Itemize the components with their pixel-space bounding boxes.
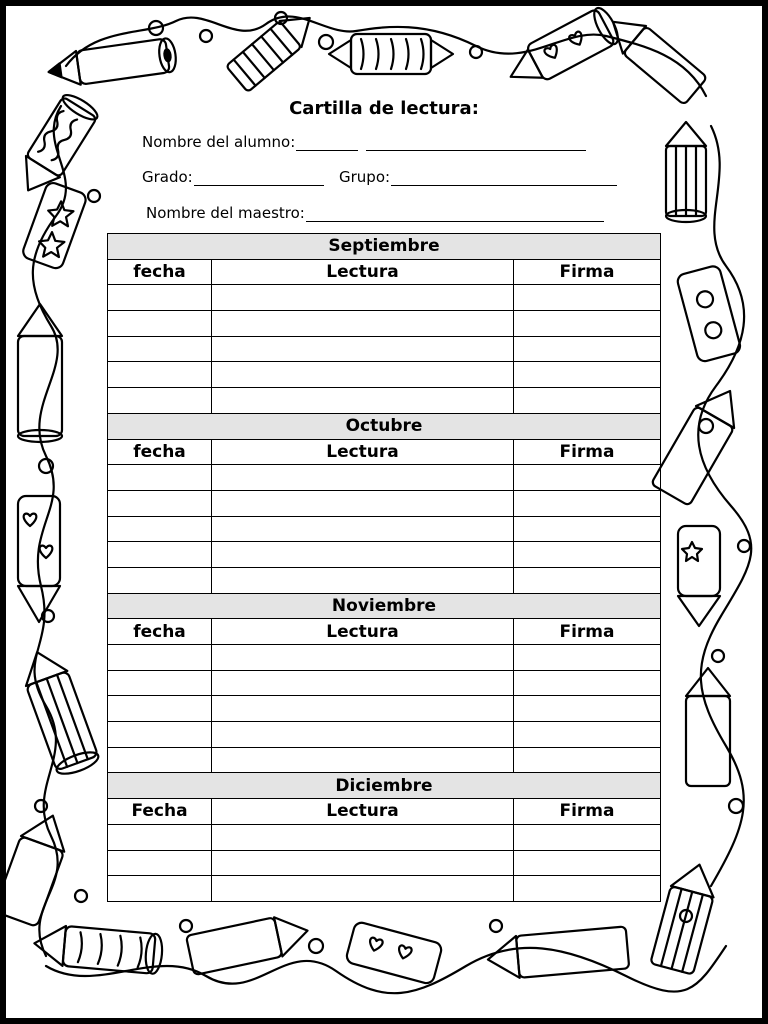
signature-cell[interactable] xyxy=(514,747,661,773)
reading-cell[interactable] xyxy=(212,645,514,671)
signature-column-header: Firma xyxy=(514,619,661,645)
signature-column-header: Firma xyxy=(514,439,661,465)
date-cell[interactable] xyxy=(108,362,212,388)
date-cell[interactable] xyxy=(108,516,212,542)
table-row xyxy=(108,850,661,876)
column-header-row xyxy=(108,619,661,645)
signature-cell[interactable] xyxy=(514,542,661,568)
worksheet-title: Cartilla de lectura: xyxy=(289,98,479,119)
reading-cell[interactable] xyxy=(212,696,514,722)
table-row xyxy=(108,542,661,568)
signature-cell[interactable] xyxy=(514,824,661,850)
table-row xyxy=(108,645,661,671)
table-row xyxy=(108,824,661,850)
date-cell[interactable] xyxy=(108,824,212,850)
group-line[interactable] xyxy=(391,170,617,186)
table-row xyxy=(108,567,661,593)
table-row xyxy=(108,876,661,902)
date-column-header: Fecha xyxy=(108,799,212,825)
signature-cell[interactable] xyxy=(514,567,661,593)
date-cell[interactable] xyxy=(108,645,212,671)
signature-cell[interactable] xyxy=(514,696,661,722)
signature-cell[interactable] xyxy=(514,516,661,542)
table-row xyxy=(108,285,661,311)
group-field[interactable] xyxy=(339,166,617,186)
signature-cell[interactable] xyxy=(514,362,661,388)
table-row xyxy=(108,388,661,414)
reading-cell[interactable] xyxy=(212,516,514,542)
reading-cell[interactable] xyxy=(212,567,514,593)
grade-field[interactable] xyxy=(142,166,324,186)
date-cell[interactable] xyxy=(108,670,212,696)
signature-cell[interactable] xyxy=(514,722,661,748)
signature-cell[interactable] xyxy=(514,670,661,696)
teacher-name-label: Nombre del maestro: xyxy=(146,204,305,222)
student-name-field[interactable] xyxy=(142,131,586,151)
reading-cell[interactable] xyxy=(212,850,514,876)
student-name-line[interactable] xyxy=(296,135,358,151)
reading-cell[interactable] xyxy=(212,285,514,311)
month-label: Diciembre xyxy=(108,773,661,799)
table-row xyxy=(108,336,661,362)
month-label: Septiembre xyxy=(108,234,661,260)
grade-label: Grado: xyxy=(142,168,193,186)
date-cell[interactable] xyxy=(108,490,212,516)
signature-cell[interactable] xyxy=(514,336,661,362)
reading-column-header: Lectura xyxy=(212,619,514,645)
table-row xyxy=(108,516,661,542)
table-row xyxy=(108,490,661,516)
teacher-name-field[interactable] xyxy=(146,202,604,222)
reading-cell[interactable] xyxy=(212,670,514,696)
reading-cell[interactable] xyxy=(212,465,514,491)
month-header-row xyxy=(108,773,661,799)
signature-cell[interactable] xyxy=(514,465,661,491)
signature-cell[interactable] xyxy=(514,311,661,337)
reading-cell[interactable] xyxy=(212,336,514,362)
date-column-header: fecha xyxy=(108,439,212,465)
column-header-row xyxy=(108,259,661,285)
month-header-row xyxy=(108,413,661,439)
table-row xyxy=(108,722,661,748)
signature-column-header: Firma xyxy=(514,259,661,285)
table-row xyxy=(108,747,661,773)
reading-cell[interactable] xyxy=(212,490,514,516)
reading-log-table xyxy=(107,233,661,902)
teacher-name-line[interactable] xyxy=(306,206,604,222)
reading-cell[interactable] xyxy=(212,747,514,773)
month-header-row xyxy=(108,593,661,619)
date-cell[interactable] xyxy=(108,285,212,311)
signature-cell[interactable] xyxy=(514,876,661,902)
column-header-row xyxy=(108,799,661,825)
date-cell[interactable] xyxy=(108,876,212,902)
signature-cell[interactable] xyxy=(514,850,661,876)
month-header-row xyxy=(108,234,661,260)
reading-cell[interactable] xyxy=(212,722,514,748)
reading-cell[interactable] xyxy=(212,542,514,568)
date-cell[interactable] xyxy=(108,696,212,722)
date-cell[interactable] xyxy=(108,542,212,568)
date-cell[interactable] xyxy=(108,722,212,748)
table-row xyxy=(108,465,661,491)
column-header-row xyxy=(108,439,661,465)
signature-cell[interactable] xyxy=(514,645,661,671)
date-cell[interactable] xyxy=(108,747,212,773)
table-row xyxy=(108,311,661,337)
table-row xyxy=(108,670,661,696)
grade-line[interactable] xyxy=(194,170,324,186)
date-cell[interactable] xyxy=(108,567,212,593)
date-cell[interactable] xyxy=(108,311,212,337)
student-name-label: Nombre del alumno: xyxy=(142,133,296,151)
reading-cell[interactable] xyxy=(212,311,514,337)
date-cell[interactable] xyxy=(108,336,212,362)
reading-column-header: Lectura xyxy=(212,799,514,825)
date-column-header: fecha xyxy=(108,619,212,645)
month-label: Octubre xyxy=(108,413,661,439)
reading-cell[interactable] xyxy=(212,388,514,414)
month-label: Noviembre xyxy=(108,593,661,619)
date-cell[interactable] xyxy=(108,388,212,414)
student-name-line-2[interactable] xyxy=(366,135,586,151)
reading-cell[interactable] xyxy=(212,876,514,902)
date-column-header: fecha xyxy=(108,259,212,285)
reading-cell[interactable] xyxy=(212,362,514,388)
group-label: Grupo: xyxy=(339,168,391,186)
table-row xyxy=(108,696,661,722)
date-cell[interactable] xyxy=(108,465,212,491)
signature-cell[interactable] xyxy=(514,490,661,516)
table-row xyxy=(108,362,661,388)
reading-column-header: Lectura xyxy=(212,259,514,285)
reading-column-header: Lectura xyxy=(212,439,514,465)
signature-cell[interactable] xyxy=(514,388,661,414)
reading-cell[interactable] xyxy=(212,824,514,850)
date-cell[interactable] xyxy=(108,850,212,876)
signature-cell[interactable] xyxy=(514,285,661,311)
signature-column-header: Firma xyxy=(514,799,661,825)
